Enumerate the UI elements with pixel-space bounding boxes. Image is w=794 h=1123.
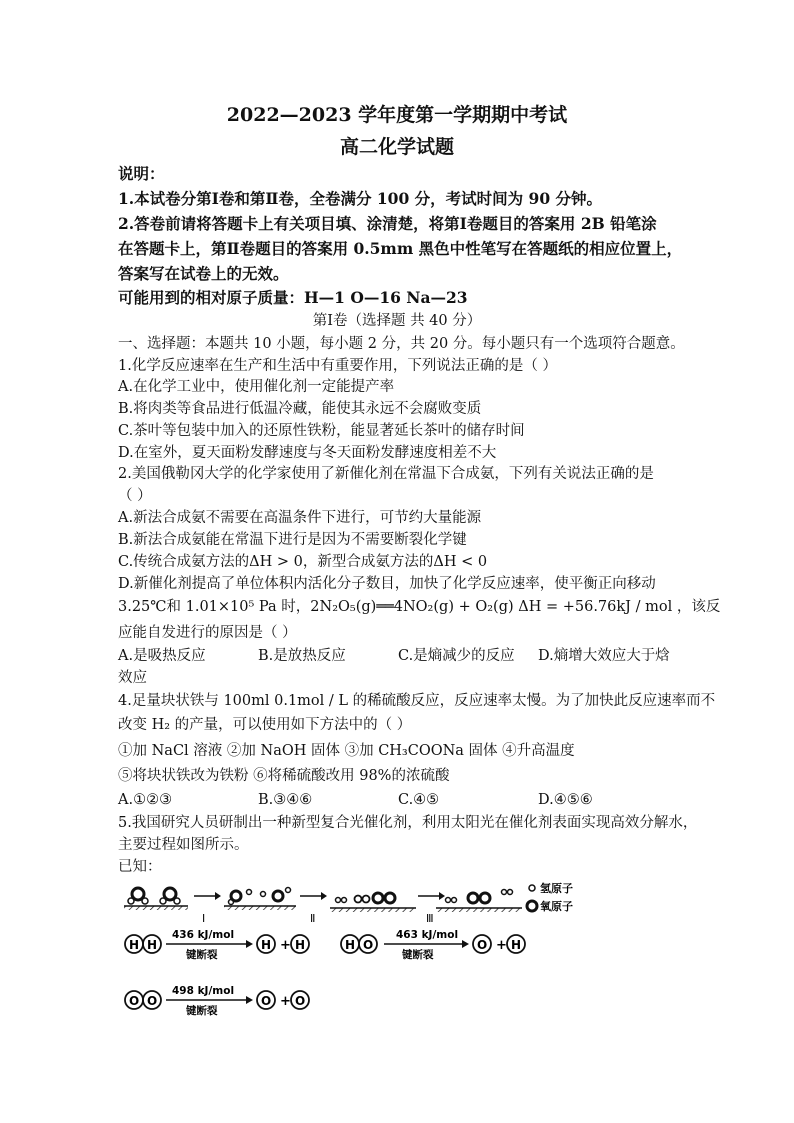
- q4-choices-line-2: ⑤将块状铁改为铁粉 ⑥将稀硫酸改用 98%的浓硫酸: [118, 768, 450, 784]
- exam-title: 2022—2023 学年度第一学期期中考试: [226, 104, 568, 126]
- q1-option-c: C.茶叶等包装中加入的还原性铁粉，能显著延长茶叶的储存时间: [118, 423, 525, 439]
- q3-option-d: D.熵增大效应大于焓: [538, 648, 670, 664]
- q3-option-b: B.是放热反应: [258, 648, 346, 664]
- q4-stem-line-1: 4.足量块状铁与 100ml 0.1mol / L 的稀硫酸反应，反应速率太慢。为了加快此反应速率而不: [118, 693, 716, 709]
- q2-stem-line-2: （ ）: [118, 488, 152, 504]
- svg-text:O: O: [129, 994, 140, 1008]
- oo-break-label: 键断裂: [186, 1005, 218, 1017]
- q2-option-c: C.传统合成氨方法的ΔH > 0，新型合成氨方法的ΔH < 0: [118, 554, 488, 570]
- oo-bond-equation: [125, 985, 309, 1017]
- q4-stem-line-2: 改变 H₂ 的产量，可以使用如下方法中的（ ）: [118, 717, 412, 733]
- svg-text:+: +: [280, 994, 291, 1009]
- q4-option-c: C.④⑤: [398, 792, 440, 808]
- legend: [527, 881, 573, 913]
- svg-text:O: O: [147, 994, 158, 1008]
- q3-stem-line-2: 应能自发进行的原因是（ ）: [118, 625, 297, 641]
- q3-option-a: A.是吸热反应: [118, 648, 206, 664]
- hh-bond-equation: [125, 929, 309, 961]
- ho-energy: 463 kJ/mol: [396, 929, 459, 941]
- section-instructions: 一、选择题：本题共 10 小题，每小题 2 分，共 20 分。每小题只有一个选项符合题意。: [118, 336, 685, 352]
- instruction-2-line-3: 答案写在试卷上的无效。: [118, 264, 289, 283]
- svg-text:+: +: [496, 938, 507, 953]
- svg-text:O: O: [477, 938, 488, 952]
- q1-option-d: D.在室外，夏天面粉发酵速度与冬天面粉发酵速度相差不大: [118, 445, 497, 461]
- water-splitting-figure: [118, 878, 618, 1038]
- q5-known: 已知：: [118, 859, 162, 875]
- legend-hydrogen: 氢原子: [540, 882, 573, 895]
- svg-text:O: O: [295, 994, 306, 1008]
- catalyst-surface-1: [224, 888, 296, 911]
- svg-text:O: O: [363, 938, 374, 952]
- catalyst-surface-2: [330, 893, 416, 912]
- hh-break-label: 键断裂: [186, 949, 218, 961]
- arrow-stage-2: [300, 892, 327, 925]
- arrow-stage-1: [194, 892, 221, 925]
- instructions-heading: 说明：: [118, 164, 165, 183]
- stage-2-label: Ⅱ: [310, 912, 316, 925]
- hh-energy: 436 kJ/mol: [172, 929, 235, 941]
- stage-3-label: Ⅲ: [426, 912, 434, 925]
- ho-bond-equation: [341, 929, 525, 961]
- legend-oxygen: 氧原子: [540, 900, 573, 913]
- svg-text:+: +: [280, 938, 291, 953]
- instruction-2-line-2: 在答题卡上，第Ⅱ卷题目的答案用 0.5mm 黑色中性笔写在答题纸的相应位置上，: [118, 239, 683, 258]
- ho-break-label: 键断裂: [402, 949, 434, 961]
- instruction-1: 1.本试卷分第Ⅰ卷和第Ⅱ卷，全卷满分 100 分，考试时间为 90 分钟。: [118, 189, 603, 208]
- q5-stem-line-2: 主要过程如图所示。: [118, 837, 249, 853]
- q1-option-a: A.在化学工业中，使用催化剂一定能提产率: [118, 379, 395, 395]
- q2-stem-line-1: 2.美国俄勒冈大学的化学家使用了新催化剂在常温下合成氨，下列有关说法正确的是: [118, 466, 654, 482]
- q1-stem: 1.化学反应速率在生产和生活中有重要作用，下列说法正确的是（ ）: [118, 358, 557, 374]
- stage-1-label: Ⅰ: [202, 912, 206, 925]
- q5-stem-line-1: 5.我国研究人员研制出一种新型复合光催化剂，利用太阳光在催化剂表面实现高效分解水，: [118, 815, 698, 831]
- q4-choices-line-1: ①加 NaCl 溶液 ②加 NaOH 固体 ③加 CH₃COONa 固体 ④升高温度: [118, 743, 575, 759]
- catalyst-surface-0: [124, 888, 188, 910]
- q1-option-b: B.将肉类等食品进行低温冷藏，能使其永远不会腐败变质: [118, 401, 482, 417]
- oo-energy: 498 kJ/mol: [172, 985, 235, 997]
- q4-option-a: A.①②③: [118, 792, 173, 808]
- q3-option-c: C.是熵减少的反应: [398, 648, 515, 664]
- svg-text:H: H: [345, 938, 356, 952]
- catalyst-surface-3: [436, 890, 522, 913]
- svg-text:H: H: [511, 938, 522, 952]
- q4-option-d: D.④⑤⑥: [538, 792, 593, 808]
- water-molecule-1: [128, 888, 148, 904]
- q3-option-d-cont: 效应: [118, 670, 147, 686]
- svg-text:O: O: [261, 994, 272, 1008]
- svg-text:H: H: [261, 938, 272, 952]
- instruction-2-line-1: 2.答卷前请将答题卡上有关项目填、涂清楚，将第Ⅰ卷题目的答案用 2B 铅笔涂: [118, 214, 657, 233]
- q2-option-d: D.新催化剂提高了单位体积内活化分子数目，加快了化学反应速率，使平衡正向移动: [118, 576, 656, 592]
- q2-option-a: A.新法合成氨不需要在高温条件下进行，可节约大量能源: [118, 510, 482, 526]
- atomic-mass-note: 可能用到的相对原子质量：H—1 O—16 Na—23: [118, 288, 468, 307]
- part1-heading: 第Ⅰ卷（选择题 共 40 分）: [312, 313, 482, 329]
- svg-text:H: H: [129, 938, 140, 952]
- water-molecule-2: [160, 888, 180, 904]
- q2-option-b: B.新法合成氨能在常温下进行是因为不需要断裂化学键: [118, 532, 467, 548]
- svg-text:H: H: [147, 938, 158, 952]
- q3-stem-line-1: 3.25℃和 1.01×10⁵ Pa 时，2N₂O₅(g)══4NO₂(g) + O₂(g) ΔH = +56.76kJ / mol ，该反: [118, 599, 721, 615]
- exam-subtitle: 高二化学试题: [339, 136, 454, 158]
- q4-option-b: B.③④⑥: [258, 792, 313, 808]
- svg-text:H: H: [295, 938, 306, 952]
